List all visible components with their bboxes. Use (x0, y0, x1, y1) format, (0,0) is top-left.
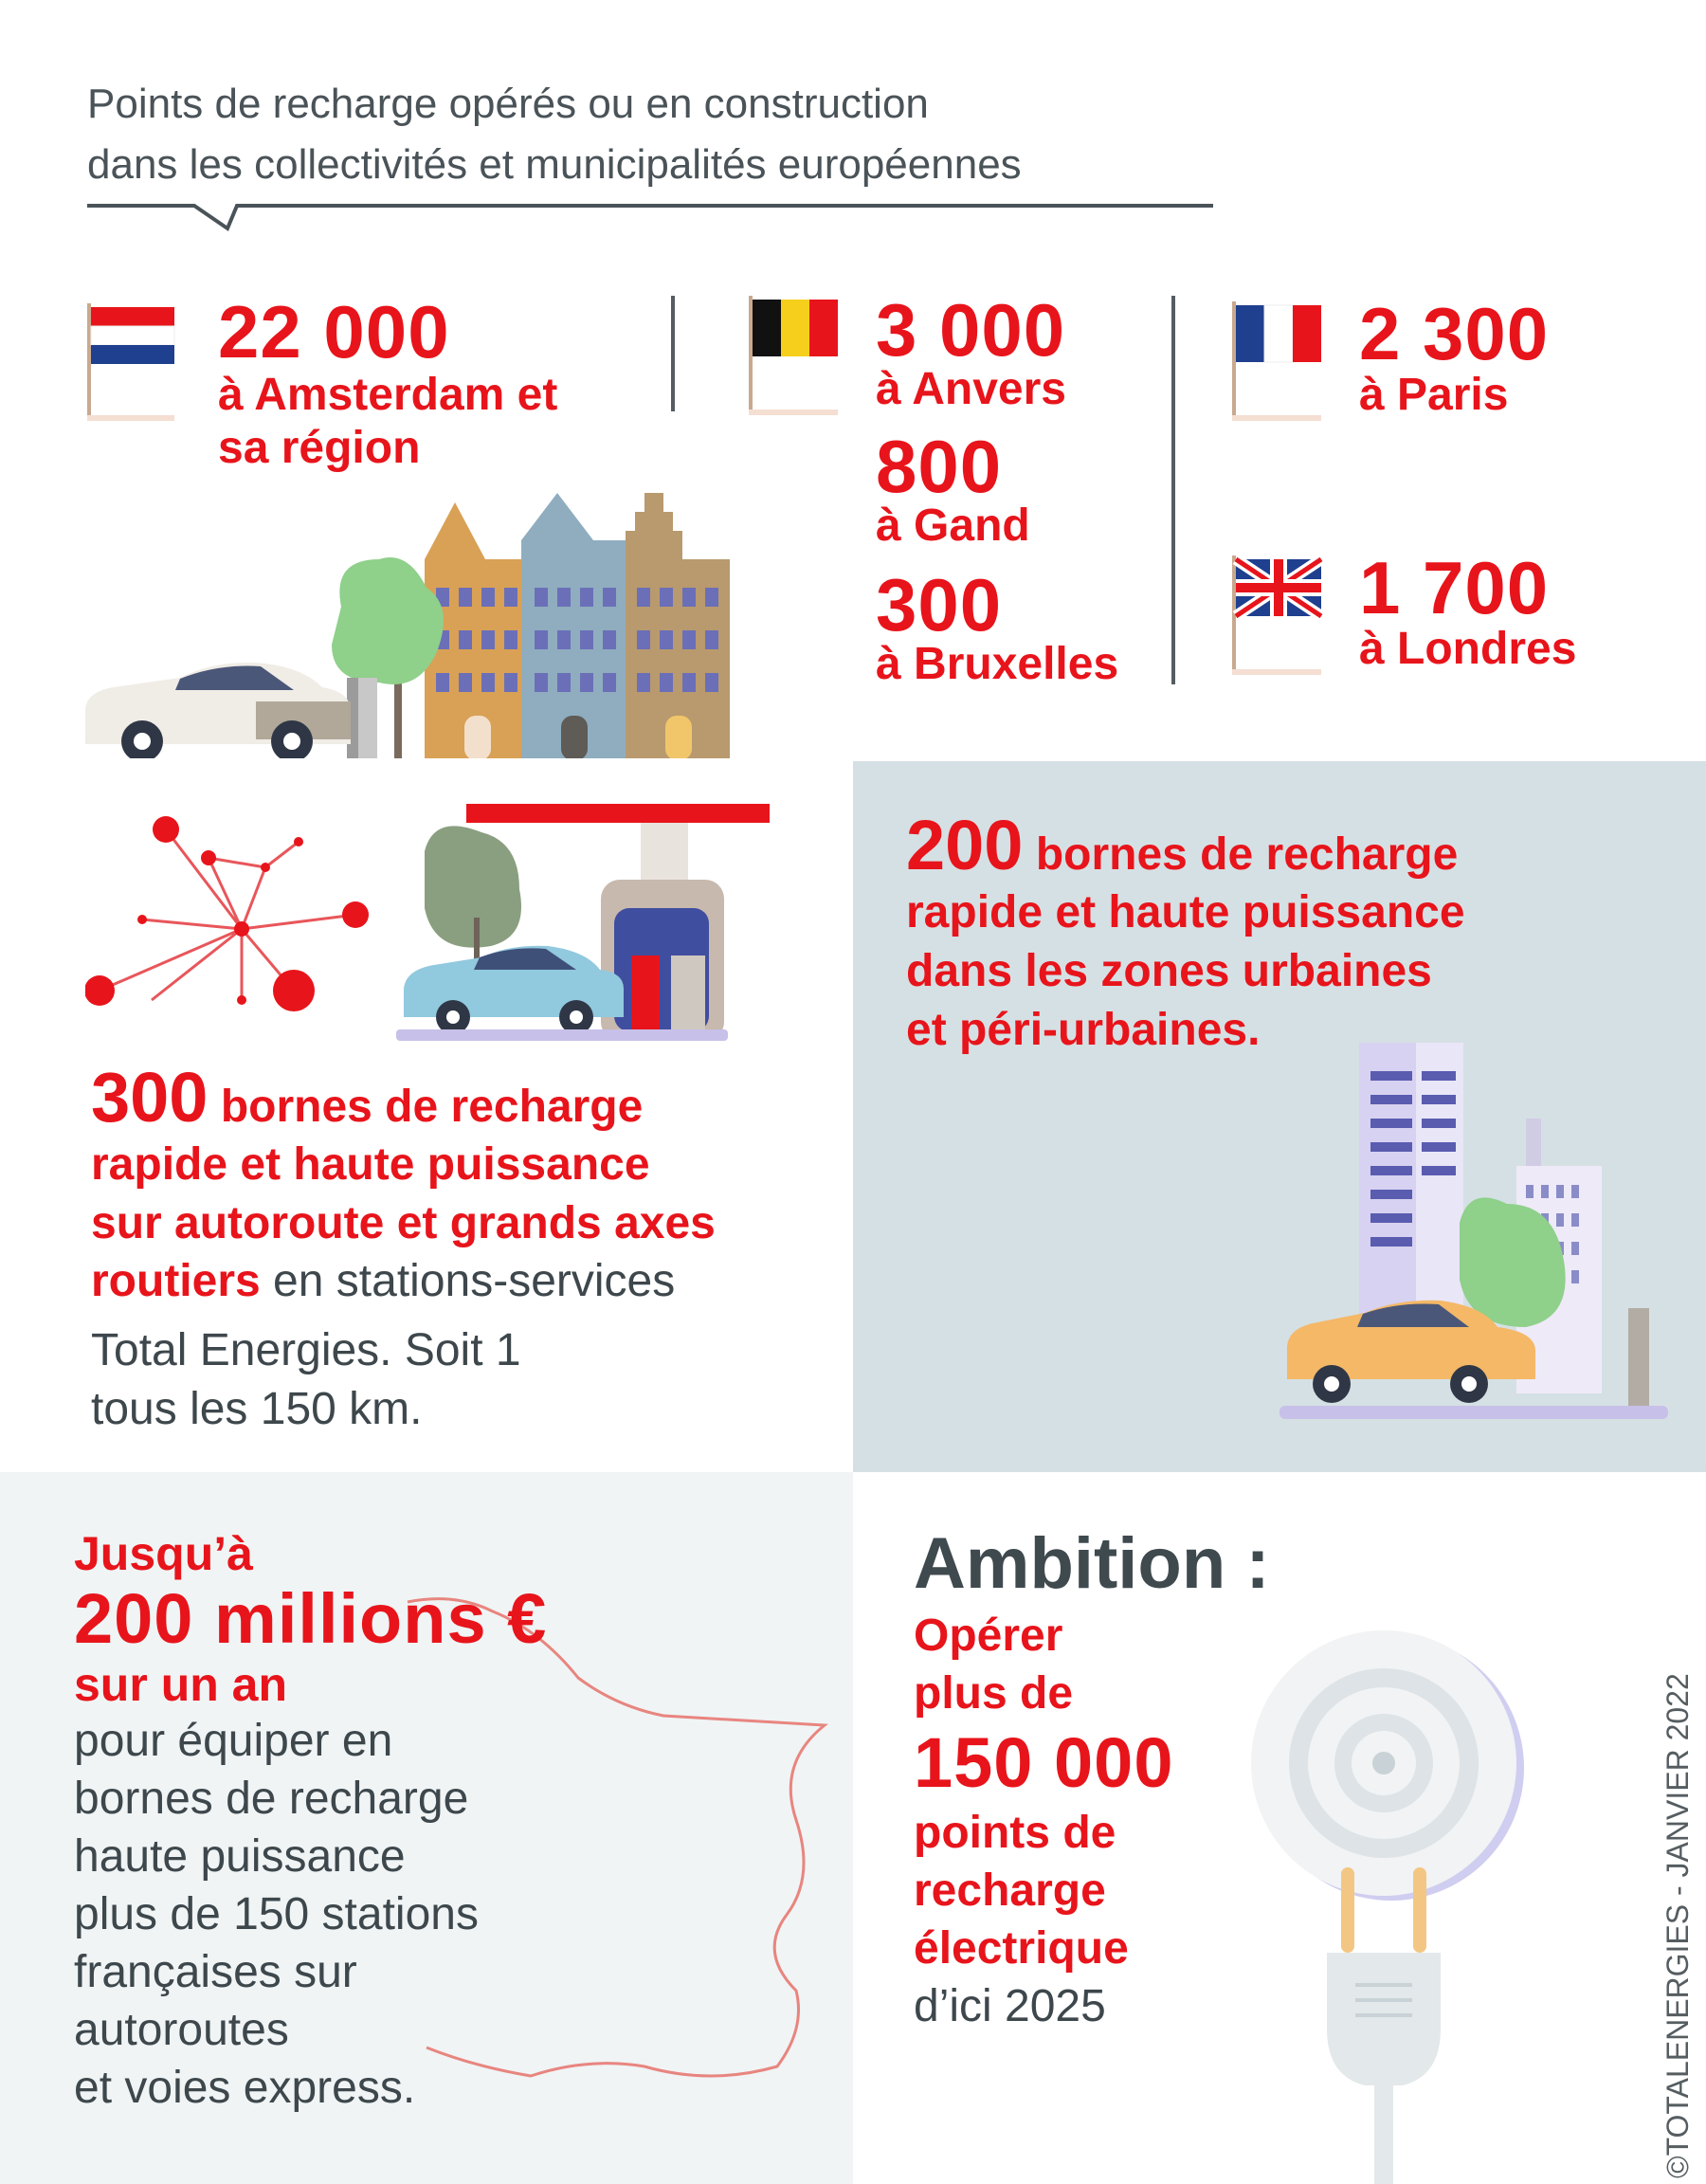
highway-text-3: sur autoroute et grands axes (91, 1198, 716, 1248)
header-title (87, 74, 1022, 195)
ambition-title: Ambition : (914, 1523, 1270, 1604)
urban-number: 200 (906, 806, 1024, 884)
highway-number: 300 (91, 1058, 209, 1137)
investment-body-5: françaises sur (74, 1947, 357, 1997)
city-buildings-car-illustration (1280, 1043, 1678, 1427)
investment-body-1: pour équiper en (74, 1716, 393, 1766)
ambition-line-4: points de (914, 1808, 1116, 1858)
paris-label: à Paris (1359, 370, 1509, 420)
urban-block (906, 806, 1702, 1060)
investment-body-3: haute puissance (74, 1831, 406, 1882)
amsterdam-houses-car-illustration (76, 474, 739, 768)
investment-body-6: autoroutes (74, 2005, 289, 2055)
bruxelles-label: à Bruxelles (876, 639, 1119, 689)
investment-block (74, 1526, 832, 2117)
highway-text-4-plain: en stations-services (260, 1256, 676, 1306)
highway-text-4-bold: routiers (91, 1256, 261, 1306)
urban-text-1: bornes de recharge (1035, 829, 1459, 880)
header-line-2: dans les collectivités et municipalités européennes (87, 141, 1022, 188)
paris-number: 2 300 (1359, 292, 1550, 375)
investment-line-3: sur un an (74, 1658, 288, 1711)
separator-1 (671, 296, 675, 411)
uk-flag-icon (1228, 555, 1333, 679)
ambition-line-2: plus de (914, 1668, 1074, 1719)
header-line-1: Points de recharge opérés ou en construction (87, 81, 929, 127)
plug-socket-illustration (1251, 1630, 1535, 2184)
anvers-label: à Anvers (876, 364, 1066, 414)
ambition-number: 150 000 (914, 1723, 1174, 1802)
highway-text-2: rapide et haute puissance (91, 1139, 650, 1190)
bruxelles-number: 300 (876, 563, 1003, 646)
urban-text-4: et péri-urbaines. (906, 1005, 1261, 1055)
france-flag-icon (1228, 301, 1333, 425)
amsterdam-label-2: sa région (218, 423, 421, 473)
service-station-car-illustration (396, 804, 775, 1046)
urban-text-3: dans les zones urbaines (906, 946, 1432, 996)
anvers-number: 3 000 (876, 288, 1066, 372)
ambition-line-1: Opérer (914, 1611, 1063, 1661)
copyright-credit: ©TOTALENERGIES - JANVIER 2022 (1661, 1673, 1695, 2178)
belgium-flag-icon (745, 296, 849, 419)
highway-text-1: bornes de recharge (220, 1082, 644, 1132)
investment-body-7: et voies express. (74, 2063, 416, 2113)
amsterdam-label-1: à Amsterdam et (218, 370, 558, 420)
network-nodes-icon (85, 810, 379, 1028)
londres-label: à Londres (1359, 624, 1577, 674)
ambition-line-6: électrique (914, 1923, 1129, 1974)
investment-line-1: Jusqu’à (74, 1527, 253, 1580)
ambition-line-7: d’ici 2025 (914, 1981, 1106, 2031)
highway-block (91, 1058, 849, 1439)
ambition-line-5: recharge (914, 1866, 1106, 1916)
highway-text-5: Total Energies. Soit 1 (91, 1325, 521, 1375)
amsterdam-number: 22 000 (218, 290, 450, 373)
londres-number: 1 700 (1359, 546, 1550, 629)
highway-text-6: tous les 150 km. (91, 1384, 423, 1434)
gand-number: 800 (876, 425, 1003, 508)
netherlands-flag-icon (83, 303, 188, 427)
urban-text-2: rapide et haute puissance (906, 887, 1465, 937)
investment-amount: 200 millions € (74, 1579, 548, 1658)
investment-body-2: bornes de recharge (74, 1774, 469, 1824)
separator-2 (1171, 296, 1175, 684)
investment-body-4: plus de 150 stations (74, 1889, 479, 1939)
speech-bubble-underline (85, 194, 1223, 232)
gand-label: à Gand (876, 500, 1030, 551)
